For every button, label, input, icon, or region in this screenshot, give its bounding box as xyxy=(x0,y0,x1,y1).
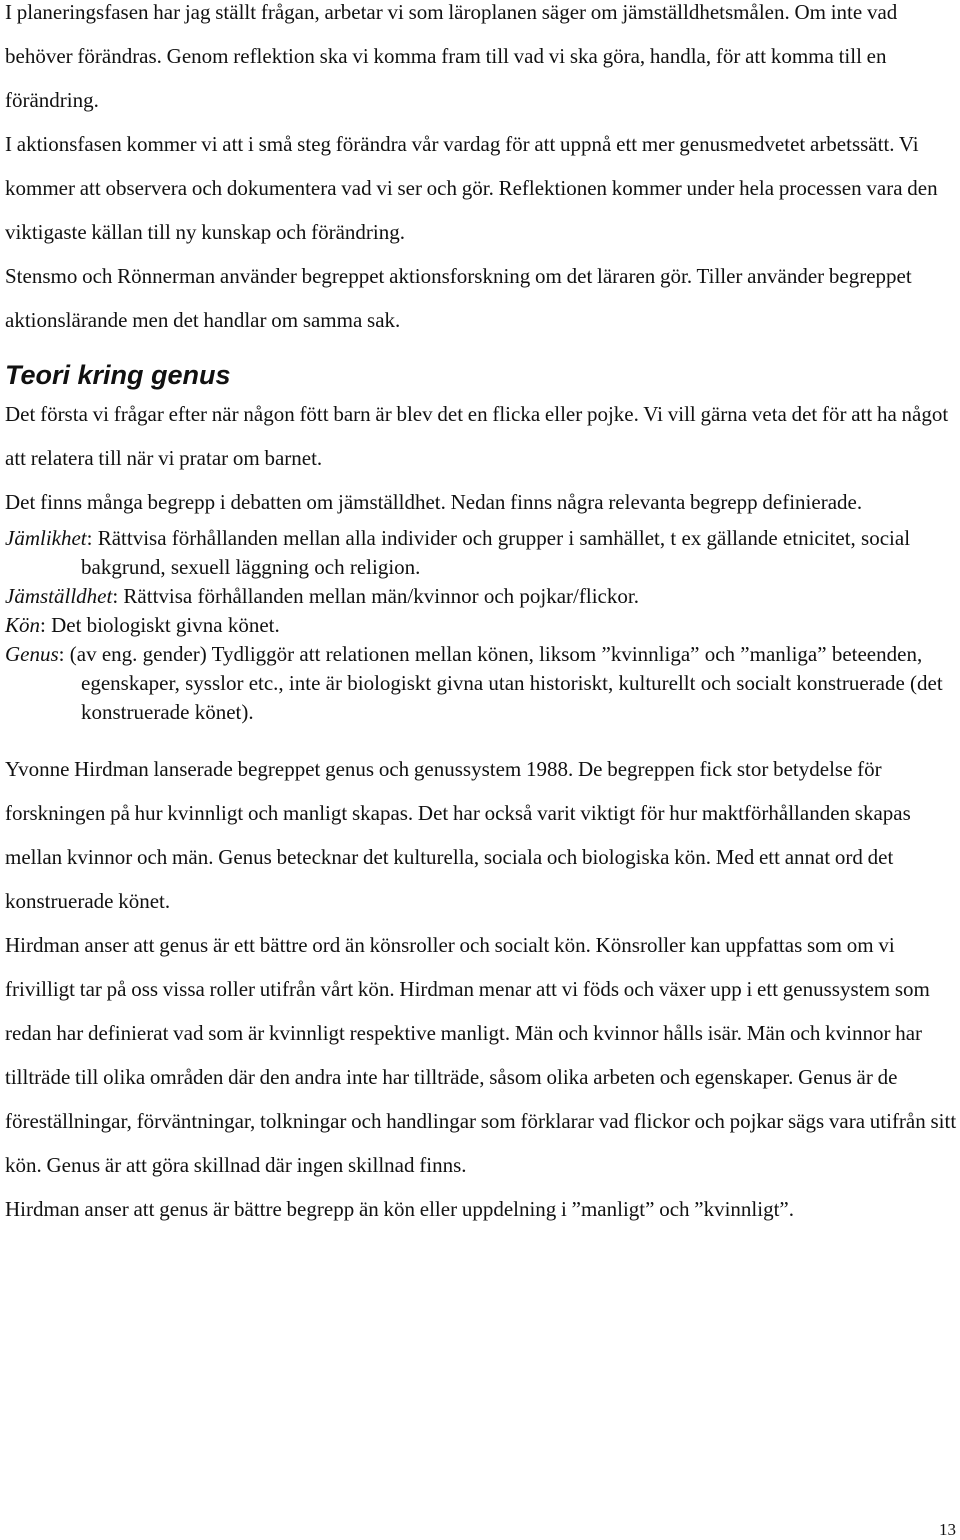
paragraph-concepts-intro: Det finns många begrepp i debatten om jämställdhet. Nedan finns några relevanta begrepp definierade. xyxy=(5,490,863,514)
section-heading: Teori kring genus xyxy=(5,360,231,390)
paragraph-action-phase: I aktionsfasen kommer vi att i små steg förändra vår vardag för att uppnå ett mer genusmedvetet arbetssätt. Vi kommer att observera och dokumentera vad vi ser och gör. Reflektionen kommer under hela processen vara den viktigaste källan till ny kunskap och förändring. xyxy=(5,132,938,244)
definition-list xyxy=(0,524,960,727)
paragraph-hirdman-genus-system: Hirdman anser att genus är ett bättre ord än könsroller och socialt kön. Könsroller kan uppfattas som om vi frivilligt tar på oss vissa roller utifrån vårt kön. Hirdman menar att vi föds och växer upp i ett genussystem som redan har definierat vad som är kvinnligt respektive manligt. Män och kvinnor hålls isär. Män och kvinnor har tillträde till olika områden där den andra inte har tillträde, såsom olika arbeten och egenskaper. Genus är de föreställningar, förväntningar, tolkningar och handlingar som förklarar vad flickor och pojkar sägs vara utifrån sitt kön. Genus är att göra skillnad där ingen skillnad finns. xyxy=(5,933,957,1177)
definition-text: : Rättvisa förhållanden mellan män/kvinnor och pojkar/flickor. xyxy=(112,584,639,608)
paragraph-planning-phase: I planeringsfasen har jag ställt frågan, arbetar vi som läroplanen säger om jämställdhetsmålen. Om inte vad behöver förändras. Genom reflektion ska vi komma fram till vad vi ska göra, handla, för att komma till en förändring. xyxy=(5,0,898,112)
definition-term: Kön xyxy=(5,613,41,637)
definition-text: : Det biologiskt givna könet. xyxy=(40,613,280,637)
definition-jamlikhet xyxy=(0,524,960,582)
definition-text: : Rättvisa förhållanden mellan alla individer och grupper i samhället, t ex gällande etnicitet, social bakgrund, sexuell läggning och religion. xyxy=(81,526,911,579)
definition-kon xyxy=(0,611,960,640)
paragraph-action-research: Stensmo och Rönnerman använder begreppet aktionsforskning om det läraren gör. Tiller använder begreppet aktionslärande men det handlar om samma sak. xyxy=(5,264,912,332)
definition-genus xyxy=(0,640,960,727)
definition-text: : (av eng. gender) Tydliggör att relationen mellan könen, liksom ”kvinnliga” och ”manliga” beteenden, egenskaper, sysslor etc., inte är biologiskt givna utan historiskt, kulturellt och socialt konstruerade (det konstruerade könet). xyxy=(58,642,943,724)
definition-term: Jämställdhet xyxy=(5,584,113,608)
definition-term: Jämlikhet xyxy=(5,526,87,550)
definition-jamstalldhet xyxy=(0,582,960,611)
paragraph-hirdman-conclusion: Hirdman anser att genus är bättre begrepp än kön eller uppdelning i ”manligt” och ”kvinnligt”. xyxy=(5,1197,794,1221)
paragraph-hirdman-1988: Yvonne Hirdman lanserade begreppet genus och genussystem 1988. De begreppen fick stor betydelse för forskningen på hur kvinnligt och manligt skapas. Det har också varit viktigt för hur maktförhållanden skapas mellan kvinnor och män. Genus betecknar det kulturella, sociala och biologiska kön. Med ett annat ord det konstruerade könet. xyxy=(5,757,911,913)
paragraph-first-question: Det första vi frågar efter när någon fött barn är blev det en flicka eller pojke. Vi vill gärna veta det för att ha något att relatera till när vi pratar om barnet. xyxy=(5,402,949,470)
definition-term: Genus xyxy=(5,642,59,666)
page-number: 13 xyxy=(939,1520,956,1539)
